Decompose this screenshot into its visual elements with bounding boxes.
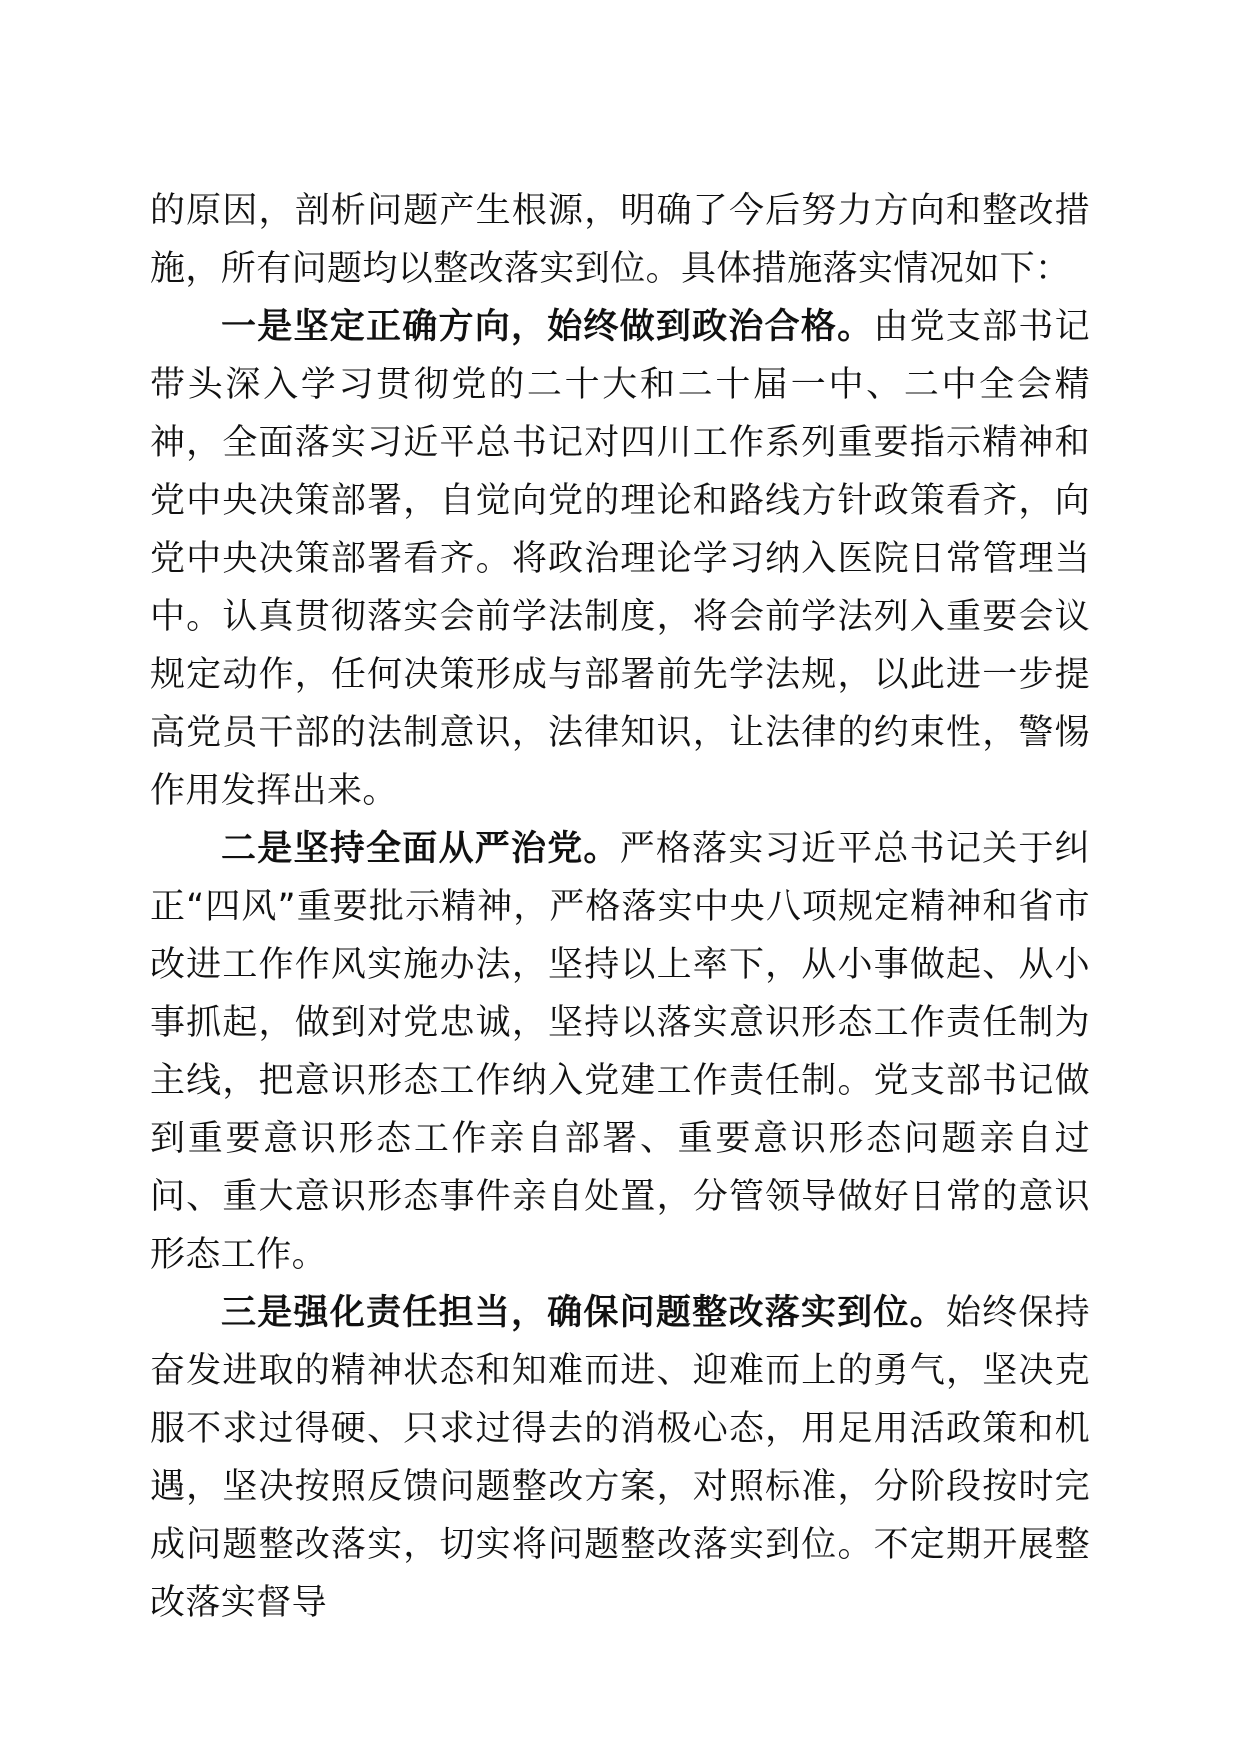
paragraph-measure-3 xyxy=(150,1284,1090,1632)
paragraph-text: 的原因，剖析问题产生根源，明确了今后努力方向和整改措施，所有问题均以整改落实到位。具体措施落实情况如下： xyxy=(150,191,1090,289)
paragraph-text: 由党支部书记带头深入学习贯彻党的二十大和二十届一中、二中全会精神，全面落实习近平总书记对四川工作系列重要指示精神和党中央决策部署，自觉向党的理论和路线方针政策看齐，向党中央决策部署看齐。将政治理论学习纳入医院日常管理当中。认真贯彻落实会前学法制度，将会前学法列入重要会议规定动作，任何决策形成与部署前先学法规，以此进一步提高党员干部的法制意识，法律知识，让法律的约束性，警惕作用发挥出来。 xyxy=(150,307,1091,811)
paragraph-lead: 一是坚定正确方向，始终做到政治合格。 xyxy=(221,307,874,347)
document-body xyxy=(150,182,1090,1632)
paragraph-measure-2 xyxy=(150,820,1090,1284)
paragraph-lead: 三是强化责任担当，确保问题整改落实到位。 xyxy=(221,1293,946,1333)
paragraph-continuation xyxy=(150,182,1090,298)
paragraph-text: 严格落实习近平总书记关于纠正“四风”重要批示精神，严格落实中央八项规定精神和省市改进工作作风实施办法，坚持以上率下，从小事做起、从小事抓起，做到对党忠诚，坚持以落实意识形态工作责任制为主线，把意识形态工作纳入党建工作责任制。党支部书记做到重要意识形态工作亲自部署、重要意识形态问题亲自过问、重大意识形态事件亲自处置，分管领导做好日常的意识形态工作。 xyxy=(150,829,1091,1275)
paragraph-text: 始终保持奋发进取的精神状态和知难而进、迎难而上的勇气，坚决克服不求过得硬、只求过得去的消极心态，用足用活政策和机遇，坚决按照反馈问题整改方案，对照标准，分阶段按时完成问题整改落实，切实将问题整改落实到位。不定期开展整改落实督导 xyxy=(150,1293,1090,1623)
paragraph-lead: 二是坚持全面从严治党。 xyxy=(221,829,620,869)
paragraph-measure-1 xyxy=(150,298,1090,820)
